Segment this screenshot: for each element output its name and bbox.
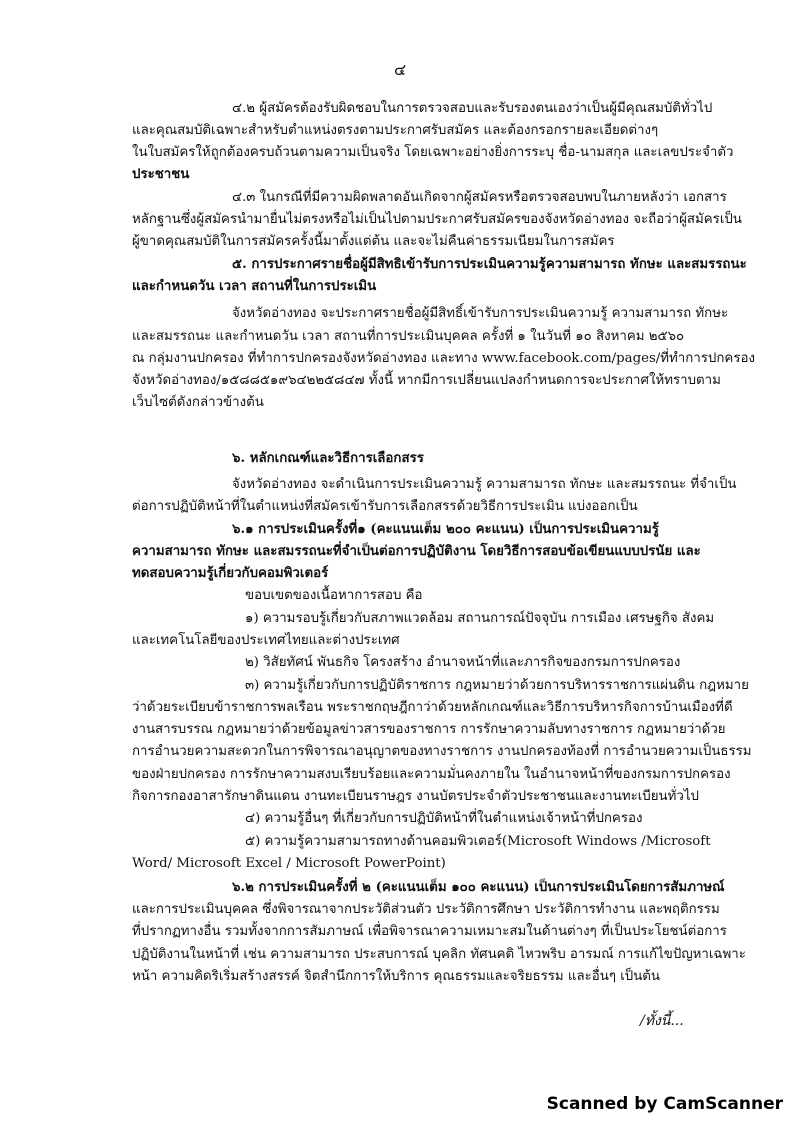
text-line: ในใบสมัครให้ถูกต้องครบถ้วนตามความเป็นจริง โดยเฉพาะอย่างยิ่งการระบุ ชื่อ-นามสกุล และเลขประจำตัว	[132, 145, 734, 160]
text-line: และการประเมินบุคคล ซึ่งพิจารณาจากประวัติส่วนตัว ประวัติการศึกษา ประวัติการทำงาน และพฤติกรรม	[132, 902, 720, 917]
text-line: เว็บไซต์ดังกล่าวข้างต้น	[132, 395, 264, 410]
text-line: ณ กลุ่มงานปกครอง ที่ทำการปกครองจังหวัดอ่างทอง และทาง www.facebook.com/pages/ที่ทำการปกครอง	[132, 351, 755, 366]
text-line: ขอบเขตของเนื้อหาการสอบ คือ	[245, 588, 423, 603]
subsection-heading: ๖.๒ การประเมินครั้งที่ ๒ (คะแนนเต็ม ๑๐๐ คะแนน) เป็นการประเมินโดยการสัมภาษณ์	[232, 880, 725, 895]
section-heading: ๕. การประกาศรายชื่อผู้มีสิทธิเข้ารับการประเมินความรู้ความสามารถ ทักษะ และสมรรถนะ	[232, 257, 747, 272]
text-line: หลักฐานซึ่งผู้สมัครนำมายื่นไม่ตรงหรือไม่เป็นไปตามประกาศรับสมัครของจังหวัดอ่างทอง จะถือว่าผู้สมัครเป็น	[132, 212, 742, 227]
text-line: งานสารบรรณ กฎหมายว่าด้วยข้อมูลข่าวสารของราชการ การรักษาความลับทางราชการ กฎหมายว่าด้วย	[132, 722, 726, 737]
list-item: ๔) ความรู้อื่นๆ ที่เกี่ยวกับการปฏิบัติหน้าที่ในตำแหน่งเจ้าหน้าที่ปกครอง	[245, 811, 643, 826]
list-item: ๑) ความรอบรู้เกี่ยวกับสภาพแวดล้อม สถานการณ์ปัจจุบัน การเมือง เศรษฐกิจ สังคม	[245, 611, 715, 626]
page-number: ๔	[393, 60, 407, 79]
list-item: ๓) ความรู้เกี่ยวกับการปฏิบัติราชการ กฎหมายว่าด้วยการบริหารราชการแผ่นดิน กฎหมาย	[245, 678, 749, 693]
text-line: การอำนวยความสะดวกในการพิจารณาอนุญาตของทางราชการ งานปกครองท้องที่ การอำนวยความเป็นธรรม	[132, 744, 752, 759]
text-line: จังหวัดอ่างทอง จะประกาศรายชื่อผู้มีสิทธิ์เข้ารับการประเมินความรู้ ความสามารถ ทักษะ	[232, 306, 729, 321]
text-line: ๔.๒ ผู้สมัครต้องรับผิดชอบในการตรวจสอบและรับรองตนเองว่าเป็นผู้มีคุณสมบัติทั่วไป	[232, 101, 713, 116]
text-line: ทดสอบความรู้เกี่ยวกับคอมพิวเตอร์	[132, 566, 329, 581]
text-line: Word/ Microsoft Excel / Microsoft PowerPoint)	[132, 856, 446, 871]
list-item: ๕) ความรู้ความสามารถทางด้านคอมพิวเตอร์(Microsoft Windows /Microsoft	[245, 834, 711, 849]
camscanner-watermark: Scanned by CamScanner	[546, 1094, 783, 1114]
text-line: และสมรรถนะ และกำหนดวัน เวลา สถานที่การประเมินบุคคล ครั้งที่ ๑ ในวันที่ ๑๐ สิงหาคม ๒๕๖๐	[132, 329, 685, 344]
text-line: ความสามารถ ทักษะ และสมรรถนะที่จำเป็นต่อการปฏิบัติงาน โดยวิธีการสอบข้อเขียนแบบปรนัย และ	[132, 544, 701, 559]
text-line: ต่อการปฏิบัติหน้าที่ในตำแหน่งที่สมัครเข้ารับการเลือกสรรด้วยวิธีการประเมิน แบ่งออกเป็น	[132, 499, 638, 514]
text-line: จังหวัดอ่างทอง จะดำเนินการประเมินความรู้ ความสามารถ ทักษะ และสมรรถนะ ที่จำเป็น	[232, 477, 737, 492]
text-line: ว่าด้วยระเบียบข้าราชการพลเรือน พระราชกฤษฎีกาว่าด้วยหลักเกณฑ์และวิธีการบริหารกิจการบ้านเมืองที่ดี	[132, 700, 733, 715]
text-line: ประชาชน	[132, 167, 190, 182]
text-line: จังหวัดอ่างทอง/๑๕๘๘๕๑๙๖๔๒๒๕๘๔๗ ทั้งนี้ หากมีการเปลี่ยนแปลงกำหนดการจะประกาศให้ทราบตาม	[132, 373, 721, 388]
text-line: และเทคโนโลยีของประเทศไทยและต่างประเทศ	[132, 633, 400, 648]
text-line: ๔.๓ ในกรณีที่มีความผิดพลาดอันเกิดจากผู้สมัครหรือตรวจสอบพบในภายหลังว่า เอกสาร	[232, 190, 727, 205]
section-heading: และกำหนดวัน เวลา สถานที่ในการประเมิน	[132, 279, 377, 294]
text-line: และคุณสมบัติเฉพาะสำหรับตำแหน่งตรงตามประกาศรับสมัคร และต้องกรอกรายละเอียดต่างๆ	[132, 123, 659, 138]
list-item: ๒) วิสัยทัศน์ พันธกิจ โครงสร้าง อำนาจหน้าที่และภารกิจของกรมการปกครอง	[245, 655, 681, 670]
text-line: ปฏิบัติงานในหน้าที่ เช่น ความสามารถ ประสบการณ์ บุคลิก ทัศนคติ ไหวพริบ อารมณ์ การแก้ไขปัญหาเฉพาะ	[132, 947, 746, 962]
text-line: ผู้ขาดคุณสมบัติในการสมัครครั้งนี้มาตั้งแต่ต้น และจะไม่คืนค่าธรรมเนียมในการสมัคร	[132, 234, 615, 249]
text-line: หน้า ความคิดริเริ่มสร้างสรรค์ จิตสำนึกการให้บริการ คุณธรรมและจริยธรรม และอื่นๆ เป็นต้น	[132, 969, 661, 984]
section-heading: ๖. หลักเกณฑ์และวิธีการเลือกสรร	[232, 451, 424, 466]
text-line: กิจการกองอาสารักษาดินแดน งานทะเบียนราษฎร งานบัตรประจำตัวประชาชนและงานทะเบียนทั่วไป	[132, 789, 699, 804]
text-line: ของฝ่ายปกครอง การรักษาความสงบเรียบร้อยและความมั่นคงภายใน ในอำนาจหน้าที่ของกรมการปกครอง	[132, 767, 731, 782]
subsection-heading: ๖.๑ การประเมินครั้งที่๑ (คะแนนเต็ม ๒๐๐ คะแนน) เป็นการประเมินความรู้	[232, 522, 659, 537]
continuation-marker: /ทั้งนี้...	[640, 1013, 684, 1029]
text-line: ที่ปรากฏทางอื่น รวมทั้งจากการสัมภาษณ์ เพื่อพิจารณาความเหมาะสมในด้านต่างๆ ที่เป็นประโยชน์ต่อการ	[132, 924, 727, 939]
